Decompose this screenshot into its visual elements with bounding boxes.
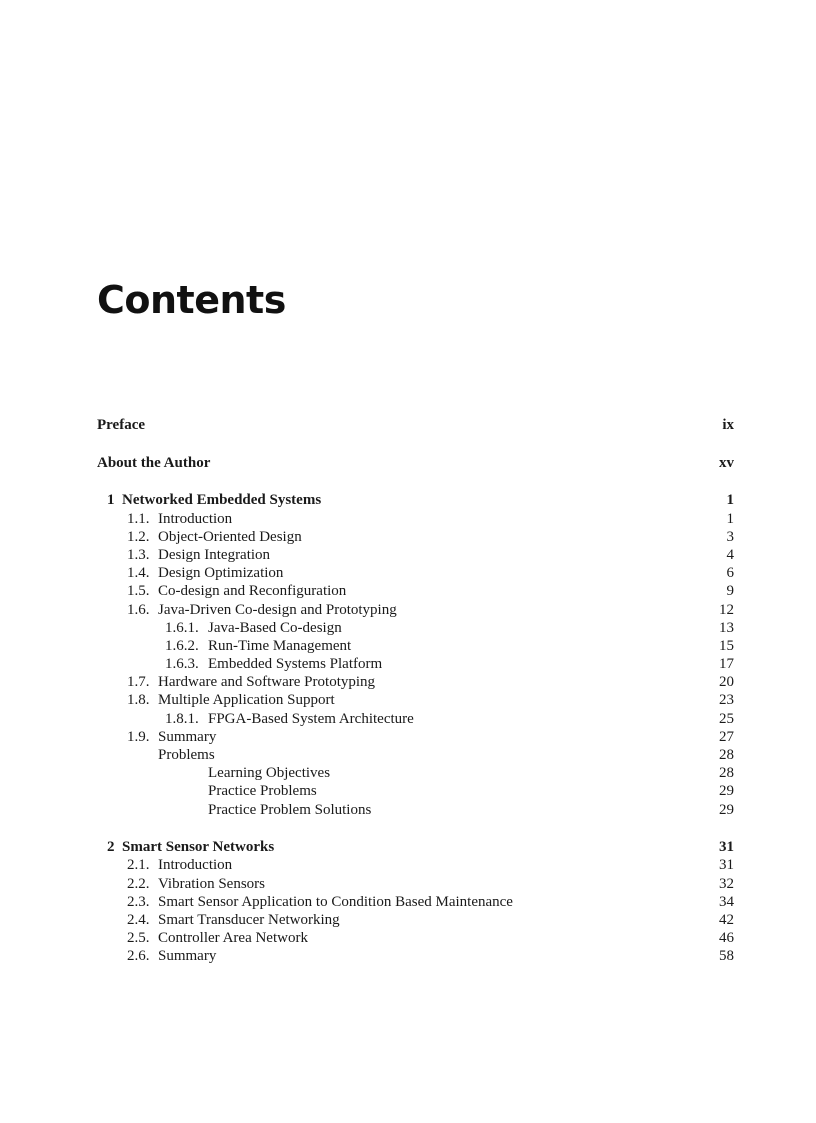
toc-entry-number: 1.8. — [127, 692, 150, 709]
toc-entry-number: 1.9. — [127, 728, 150, 745]
toc-entry-page: 34 — [719, 893, 734, 910]
toc-entry-label — [127, 947, 216, 965]
toc-entry-page: 31 — [719, 839, 734, 856]
toc-entry-title: FPGA-Based System Architecture — [208, 710, 414, 727]
toc-entry-label — [127, 528, 302, 546]
toc-entry-label — [127, 856, 232, 874]
toc-entry-label — [208, 801, 371, 819]
toc-entry-page: 28 — [719, 765, 734, 782]
toc-problemitem-entry — [97, 801, 734, 819]
toc-entry-title: Networked Embedded Systems — [122, 492, 322, 509]
toc-entry-number: 1.8.1. — [165, 710, 199, 727]
toc-entry-number: 1.3. — [127, 546, 150, 563]
toc-entry-title: Design Integration — [158, 546, 271, 563]
toc-entry-title: Design Optimization — [158, 565, 284, 582]
toc-entry-number: 2.2. — [127, 875, 150, 892]
toc-section-entry — [97, 947, 734, 965]
toc-entry-title: Multiple Application Support — [158, 692, 335, 709]
page-title: Contents — [97, 278, 286, 322]
toc-entry-number: 1.6.1. — [165, 619, 199, 636]
toc-entry-label — [97, 454, 210, 472]
toc-entry-label — [127, 510, 232, 528]
toc-section-entry — [97, 564, 734, 582]
toc-entry-label — [127, 582, 346, 600]
toc-entry-label — [158, 746, 215, 764]
toc-problemitem-entry — [97, 764, 734, 782]
toc-entry-page: 29 — [719, 783, 734, 800]
toc-front-matter-entry — [97, 454, 734, 472]
toc-chapter-entry — [97, 491, 734, 509]
toc-entry-title: Preface — [97, 417, 146, 433]
toc-entry-label — [127, 673, 375, 691]
toc-problemitem-entry — [97, 782, 734, 800]
toc-entry-label — [127, 546, 270, 564]
toc-entry-title: Practice Problem Solutions — [208, 801, 372, 818]
toc-entry-title: Run-Time Management — [208, 637, 352, 654]
toc-front-matter-entry — [97, 416, 734, 434]
toc-entry-title: Problems — [158, 747, 215, 763]
toc-entry-label — [165, 710, 414, 728]
toc-entry-title: Java-Driven Co-design and Prototyping — [158, 601, 397, 618]
toc-entry-page: 58 — [719, 948, 734, 965]
toc-entry-label — [127, 691, 335, 709]
toc-section-entry — [97, 691, 734, 709]
toc-entry-page: 29 — [719, 801, 734, 818]
toc-entry-label — [127, 601, 397, 619]
toc-entry-title: Smart Sensor Networks — [122, 839, 275, 856]
toc-entry-number: 1.7. — [127, 674, 150, 691]
toc-entry-page: 9 — [726, 583, 734, 600]
toc-chapter-entry — [97, 838, 734, 856]
toc-subsection-entry — [97, 710, 734, 728]
toc-entry-page: 3 — [726, 528, 734, 545]
toc-entry-page: 31 — [719, 857, 734, 874]
toc-entry-page: xv — [719, 454, 734, 471]
toc-entry-page: 20 — [719, 674, 734, 691]
toc-section-entry — [97, 510, 734, 528]
toc-entry-number: 2.1. — [127, 857, 150, 874]
toc-entry-page: 15 — [719, 637, 734, 654]
toc-entry-title: Learning Objectives — [208, 765, 331, 782]
toc-section-entry — [97, 875, 734, 893]
toc-entry-page: 12 — [719, 601, 734, 618]
toc-entry-title: About the Author — [97, 454, 211, 471]
toc-entry-page: 42 — [719, 912, 734, 928]
toc-entry-number: 2.3. — [127, 893, 150, 910]
toc-section-entry — [97, 929, 734, 947]
toc-problems-entry — [97, 746, 734, 764]
toc-entry-label — [127, 911, 340, 929]
toc-entry-page: 17 — [719, 656, 734, 673]
toc-entry-title: Smart Transducer Networking — [158, 912, 340, 928]
toc-section-entry — [97, 856, 734, 874]
toc-entry-label — [165, 619, 342, 637]
toc-entry-number: 1.1. — [127, 510, 150, 527]
toc-entry-title: Summary — [158, 948, 217, 965]
toc-entry-number: 2.6. — [127, 948, 150, 965]
toc-section-entry — [97, 601, 734, 619]
toc-entry-page: ix — [722, 417, 734, 433]
toc-entry-title: Embedded Systems Platform — [208, 656, 383, 673]
toc-entry-number: 1.6. — [127, 601, 150, 618]
table-of-contents — [97, 416, 734, 966]
toc-entry-page: 28 — [719, 747, 734, 763]
toc-section-entry — [97, 893, 734, 911]
toc-subsection-entry — [97, 637, 734, 655]
toc-entry-page: 1 — [726, 492, 734, 509]
toc-entry-number: 1.6.3. — [165, 656, 199, 673]
toc-entry-page: 4 — [726, 546, 734, 563]
toc-entry-page: 13 — [719, 619, 734, 636]
toc-entry-label — [97, 416, 145, 434]
toc-entry-page: 6 — [726, 565, 734, 582]
toc-section-entry — [97, 911, 734, 929]
toc-entry-title: Co-design and Reconfiguration — [158, 583, 347, 600]
toc-section-entry — [97, 728, 734, 746]
toc-entry-number: 1.6.2. — [165, 637, 199, 654]
toc-entry-number: 1 — [107, 492, 115, 509]
toc-entry-page: 23 — [719, 692, 734, 709]
toc-entry-title: Hardware and Software Prototyping — [158, 674, 376, 691]
toc-section-entry — [97, 528, 734, 546]
toc-entry-number: 2.5. — [127, 930, 150, 947]
toc-entry-label — [127, 893, 513, 911]
toc-entry-label — [107, 491, 321, 509]
toc-entry-label — [127, 728, 216, 746]
toc-section-entry — [97, 582, 734, 600]
toc-entry-title: Object-Oriented Design — [158, 528, 302, 545]
toc-entry-title: Practice Problems — [208, 783, 317, 800]
toc-entry-title: Introduction — [158, 510, 233, 527]
toc-entry-label — [208, 764, 330, 782]
toc-entry-title: Smart Sensor Application to Condition Based Maintenance — [158, 893, 513, 910]
toc-entry-title: Summary — [158, 728, 217, 745]
toc-entry-label — [165, 637, 351, 655]
toc-entry-label — [127, 929, 308, 947]
toc-subsection-entry — [97, 619, 734, 637]
toc-entry-label — [165, 655, 382, 673]
toc-subsection-entry — [97, 655, 734, 673]
toc-entry-label — [127, 564, 283, 582]
toc-entry-label — [127, 875, 265, 893]
toc-entry-title: Java-Based Co-design — [208, 619, 342, 636]
toc-entry-number: 2 — [107, 839, 115, 856]
toc-entry-title: Introduction — [158, 857, 233, 874]
toc-section-entry — [97, 546, 734, 564]
toc-entry-title: Controller Area Network — [158, 930, 308, 947]
toc-entry-title: Vibration Sensors — [158, 875, 266, 892]
toc-entry-label — [208, 782, 317, 800]
toc-entry-page: 27 — [719, 728, 734, 745]
toc-entry-number: 1.2. — [127, 528, 150, 545]
toc-entry-number: 2.4. — [127, 912, 150, 928]
toc-section-entry — [97, 673, 734, 691]
toc-entry-number: 1.5. — [127, 583, 150, 600]
toc-entry-page: 1 — [726, 510, 734, 527]
toc-entry-page: 25 — [719, 710, 734, 727]
toc-entry-page: 46 — [719, 930, 734, 947]
toc-entry-number: 1.4. — [127, 565, 150, 582]
toc-entry-label — [107, 838, 274, 856]
toc-entry-page: 32 — [719, 875, 734, 892]
